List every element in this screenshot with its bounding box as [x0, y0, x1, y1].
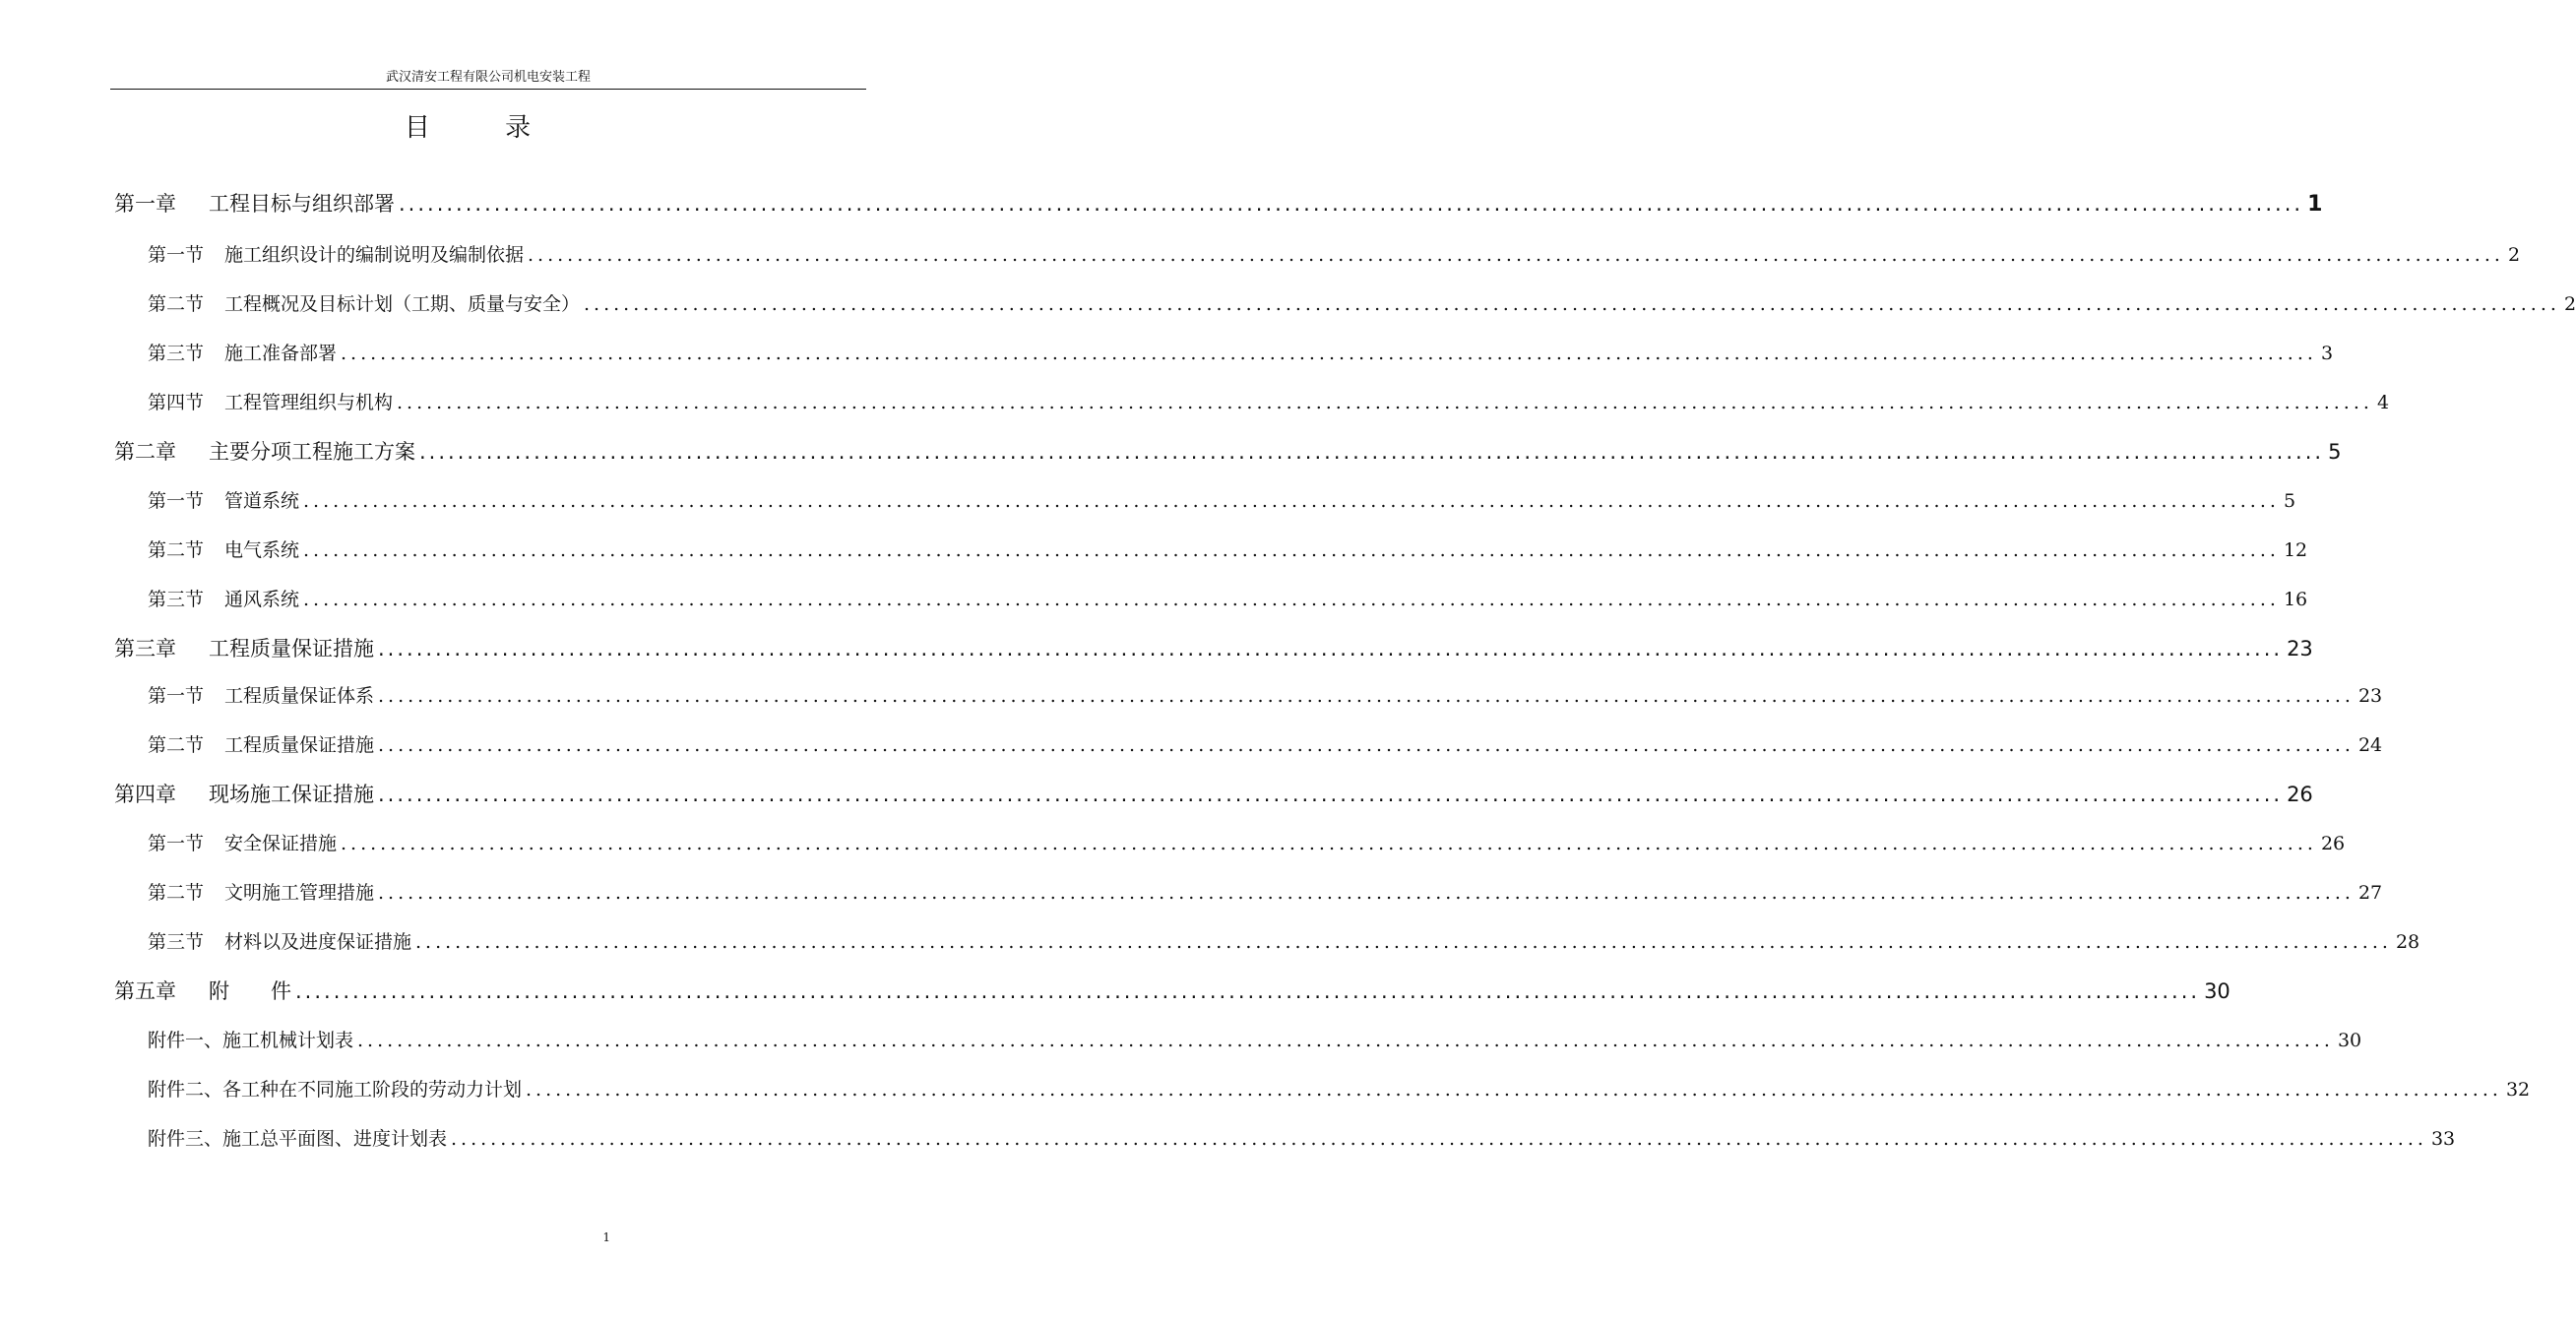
- toc-dot-leader: ........................................................................................................................................................................................................: [378, 685, 2355, 707]
- toc-entry-label: [114, 435, 415, 469]
- toc-entry-label: [148, 486, 299, 516]
- toc-entry-number: 第四节: [148, 392, 205, 413]
- header-rule: [110, 89, 866, 90]
- toc-entry-title: 施工组织设计的编制说明及编制依据: [224, 244, 525, 266]
- toc-section-entry[interactable]: [148, 878, 2383, 908]
- toc-entry-label: [148, 1124, 447, 1154]
- toc-entry-title: 附件三、施工总平面图、进度计划表: [148, 1128, 448, 1150]
- toc-entry-label: [148, 388, 393, 417]
- toc-page-number: 4: [2376, 392, 2390, 413]
- toc-entry-label: [114, 632, 374, 665]
- toc-entry-label: [114, 778, 374, 811]
- toc-section-entry[interactable]: [148, 730, 2383, 760]
- toc-dot-leader: ........................................................................................................................................................................................................: [341, 343, 2317, 364]
- toc-entry-title: 工程目标与组织部署: [209, 192, 395, 216]
- toc-entry-title: 工程质量保证措施: [224, 734, 375, 756]
- toc-page-number: 1: [2307, 192, 2323, 217]
- toc-page-number: 27: [2357, 882, 2383, 904]
- toc-dot-leader: ........................................................................................................................................................................................................: [415, 931, 2392, 953]
- toc-page-number: 23: [2357, 685, 2383, 707]
- toc-dot-leader: ........................................................................................................................................................................................................: [303, 589, 2280, 610]
- toc-dot-leader: ........................................................................................................................................................................................................: [526, 1079, 2502, 1101]
- toc-entry-title: 附 件: [209, 979, 291, 1003]
- toc-dot-leader: ........................................................................................................................................................................................................: [378, 783, 2284, 806]
- title-char-right: 录: [505, 113, 532, 143]
- toc-dot-leader: ........................................................................................................................................................................................................: [357, 1030, 2334, 1051]
- toc-page-number: 2: [2507, 244, 2521, 266]
- toc-page-number: 5: [2328, 440, 2342, 464]
- toc-entry-number: 第一章: [114, 192, 176, 216]
- toc-entry-number: 第三节: [148, 343, 205, 364]
- toc-dot-leader: ........................................................................................................................................................................................................: [378, 734, 2355, 756]
- toc-dot-leader: ........................................................................................................................................................................................................: [451, 1128, 2427, 1150]
- toc-dot-leader: ........................................................................................................................................................................................................: [378, 637, 2284, 661]
- toc-entry-label: [148, 240, 524, 270]
- toc-section-entry[interactable]: [148, 240, 2521, 270]
- toc-entry-number: 第四章: [114, 783, 176, 806]
- toc-entry-title: 现场施工保证措施: [209, 783, 374, 806]
- toc-section-entry[interactable]: [148, 388, 2390, 417]
- toc-section-entry[interactable]: [148, 339, 2334, 368]
- toc-section-entry[interactable]: [148, 289, 2576, 319]
- toc-page-number: 30: [2337, 1030, 2362, 1051]
- toc-entry-label: [148, 927, 411, 957]
- toc-entry-title: 工程质量保证体系: [224, 685, 375, 707]
- toc-page-number: 26: [2287, 783, 2313, 806]
- toc-appendix-entry[interactable]: [148, 1124, 2456, 1154]
- toc-page-number: 2: [2563, 293, 2576, 315]
- toc-entry-title: 管道系统: [224, 490, 300, 512]
- page-title: [0, 110, 935, 146]
- title-char-left: 目: [404, 113, 430, 143]
- toc-entry-number: 第二节: [148, 734, 205, 756]
- toc-chapter-entry[interactable]: [114, 435, 2342, 469]
- toc-section-entry[interactable]: [148, 927, 2420, 957]
- toc-chapter-entry[interactable]: [114, 975, 2230, 1008]
- toc-entry-label: [148, 878, 374, 908]
- toc-dot-leader: ........................................................................................................................................................................................................: [341, 833, 2317, 854]
- toc-entry-number: 第一节: [148, 833, 205, 854]
- toc-dot-leader: ........................................................................................................................................................................................................: [378, 882, 2355, 904]
- toc-page-number: 26: [2320, 833, 2346, 854]
- toc-entry-label: [148, 339, 337, 368]
- toc-entry-title: 通风系统: [224, 589, 300, 610]
- toc-entry-number: 第二节: [148, 882, 205, 904]
- toc-entry-title: 主要分项工程施工方案: [209, 440, 415, 464]
- toc-page-number: 24: [2357, 734, 2383, 756]
- toc-entry-title: 施工准备部署: [224, 343, 338, 364]
- toc-entry-label: [148, 681, 374, 711]
- toc-section-entry[interactable]: [148, 536, 2308, 565]
- toc-entry-title: 工程概况及目标计划（工期、质量与安全）: [224, 293, 581, 315]
- toc-entry-number: 第二章: [114, 440, 176, 464]
- toc-page-number: 32: [2505, 1079, 2531, 1101]
- toc-page-number: 12: [2283, 539, 2308, 561]
- toc-entry-number: 第三节: [148, 931, 205, 953]
- toc-entry-label: [114, 975, 291, 1008]
- toc-entry-label: [148, 730, 374, 760]
- toc-page-number: 33: [2430, 1128, 2456, 1150]
- toc-entry-title: 安全保证措施: [224, 833, 338, 854]
- toc-entry-number: 第一节: [148, 490, 205, 512]
- toc-entry-title: 工程管理组织与机构: [224, 392, 394, 413]
- toc-section-entry[interactable]: [148, 681, 2383, 711]
- toc-dot-leader: ........................................................................................................................................................................................................: [303, 490, 2280, 512]
- toc-page-number: 28: [2395, 931, 2420, 953]
- toc-entry-number: 第三节: [148, 589, 205, 610]
- toc-page-number: 16: [2283, 589, 2308, 610]
- toc-appendix-entry[interactable]: [148, 1026, 2362, 1055]
- toc-entry-title: 工程质量保证措施: [209, 637, 374, 661]
- toc-entry-title: 文明施工管理措施: [224, 882, 375, 904]
- toc-entry-number: 第三章: [114, 637, 176, 661]
- toc-dot-leader: ........................................................................................................................................................................................................: [303, 539, 2280, 561]
- toc-entry-label: [148, 1026, 353, 1055]
- toc-dot-leader: ........................................................................................................................................................................................................: [399, 192, 2304, 216]
- toc-entry-number: 第二节: [148, 539, 205, 561]
- page-number: 1: [602, 1230, 610, 1244]
- toc-dot-leader: ........................................................................................................................................................................................................: [419, 440, 2325, 464]
- toc-entry-label: [148, 536, 299, 565]
- toc-chapter-entry[interactable]: [114, 632, 2313, 665]
- toc-appendix-entry[interactable]: [148, 1075, 2531, 1104]
- toc-entry-title: 附件二、各工种在不同施工阶段的劳动力计划: [148, 1079, 523, 1101]
- toc-dot-leader: ........................................................................................................................................................................................................: [295, 979, 2201, 1003]
- toc-entry-number: 第一节: [148, 244, 205, 266]
- toc-entry-title: 电气系统: [224, 539, 300, 561]
- toc-entry-label: [114, 187, 395, 220]
- toc-entry-number: 第二节: [148, 293, 205, 315]
- toc-section-entry[interactable]: [148, 585, 2308, 614]
- toc-entry-number: 第一节: [148, 685, 205, 707]
- toc-entry-number: 第五章: [114, 979, 176, 1003]
- toc-page-number: 30: [2204, 979, 2230, 1003]
- toc-section-entry[interactable]: [148, 829, 2346, 858]
- toc-chapter-entry[interactable]: [114, 778, 2313, 811]
- toc-page-number: 5: [2283, 490, 2296, 512]
- toc-entry-label: [148, 829, 337, 858]
- toc-dot-leader: ........................................................................................................................................................................................................: [584, 293, 2560, 315]
- toc-section-entry[interactable]: [148, 486, 2296, 516]
- running-header: 武汉清安工程有限公司机电安装工程: [385, 70, 591, 85]
- toc-page-number: 3: [2320, 343, 2334, 364]
- toc-dot-leader: ........................................................................................................................................................................................................: [397, 392, 2373, 413]
- toc-chapter-entry[interactable]: [114, 187, 2323, 220]
- toc-page-number: 23: [2287, 637, 2313, 661]
- toc-entry-title: 材料以及进度保证措施: [224, 931, 412, 953]
- toc-dot-leader: ........................................................................................................................................................................................................: [528, 244, 2504, 266]
- toc-entry-title: 附件一、施工机械计划表: [148, 1030, 354, 1051]
- toc-entry-label: [148, 289, 580, 319]
- toc-entry-label: [148, 1075, 522, 1104]
- toc-entry-label: [148, 585, 299, 614]
